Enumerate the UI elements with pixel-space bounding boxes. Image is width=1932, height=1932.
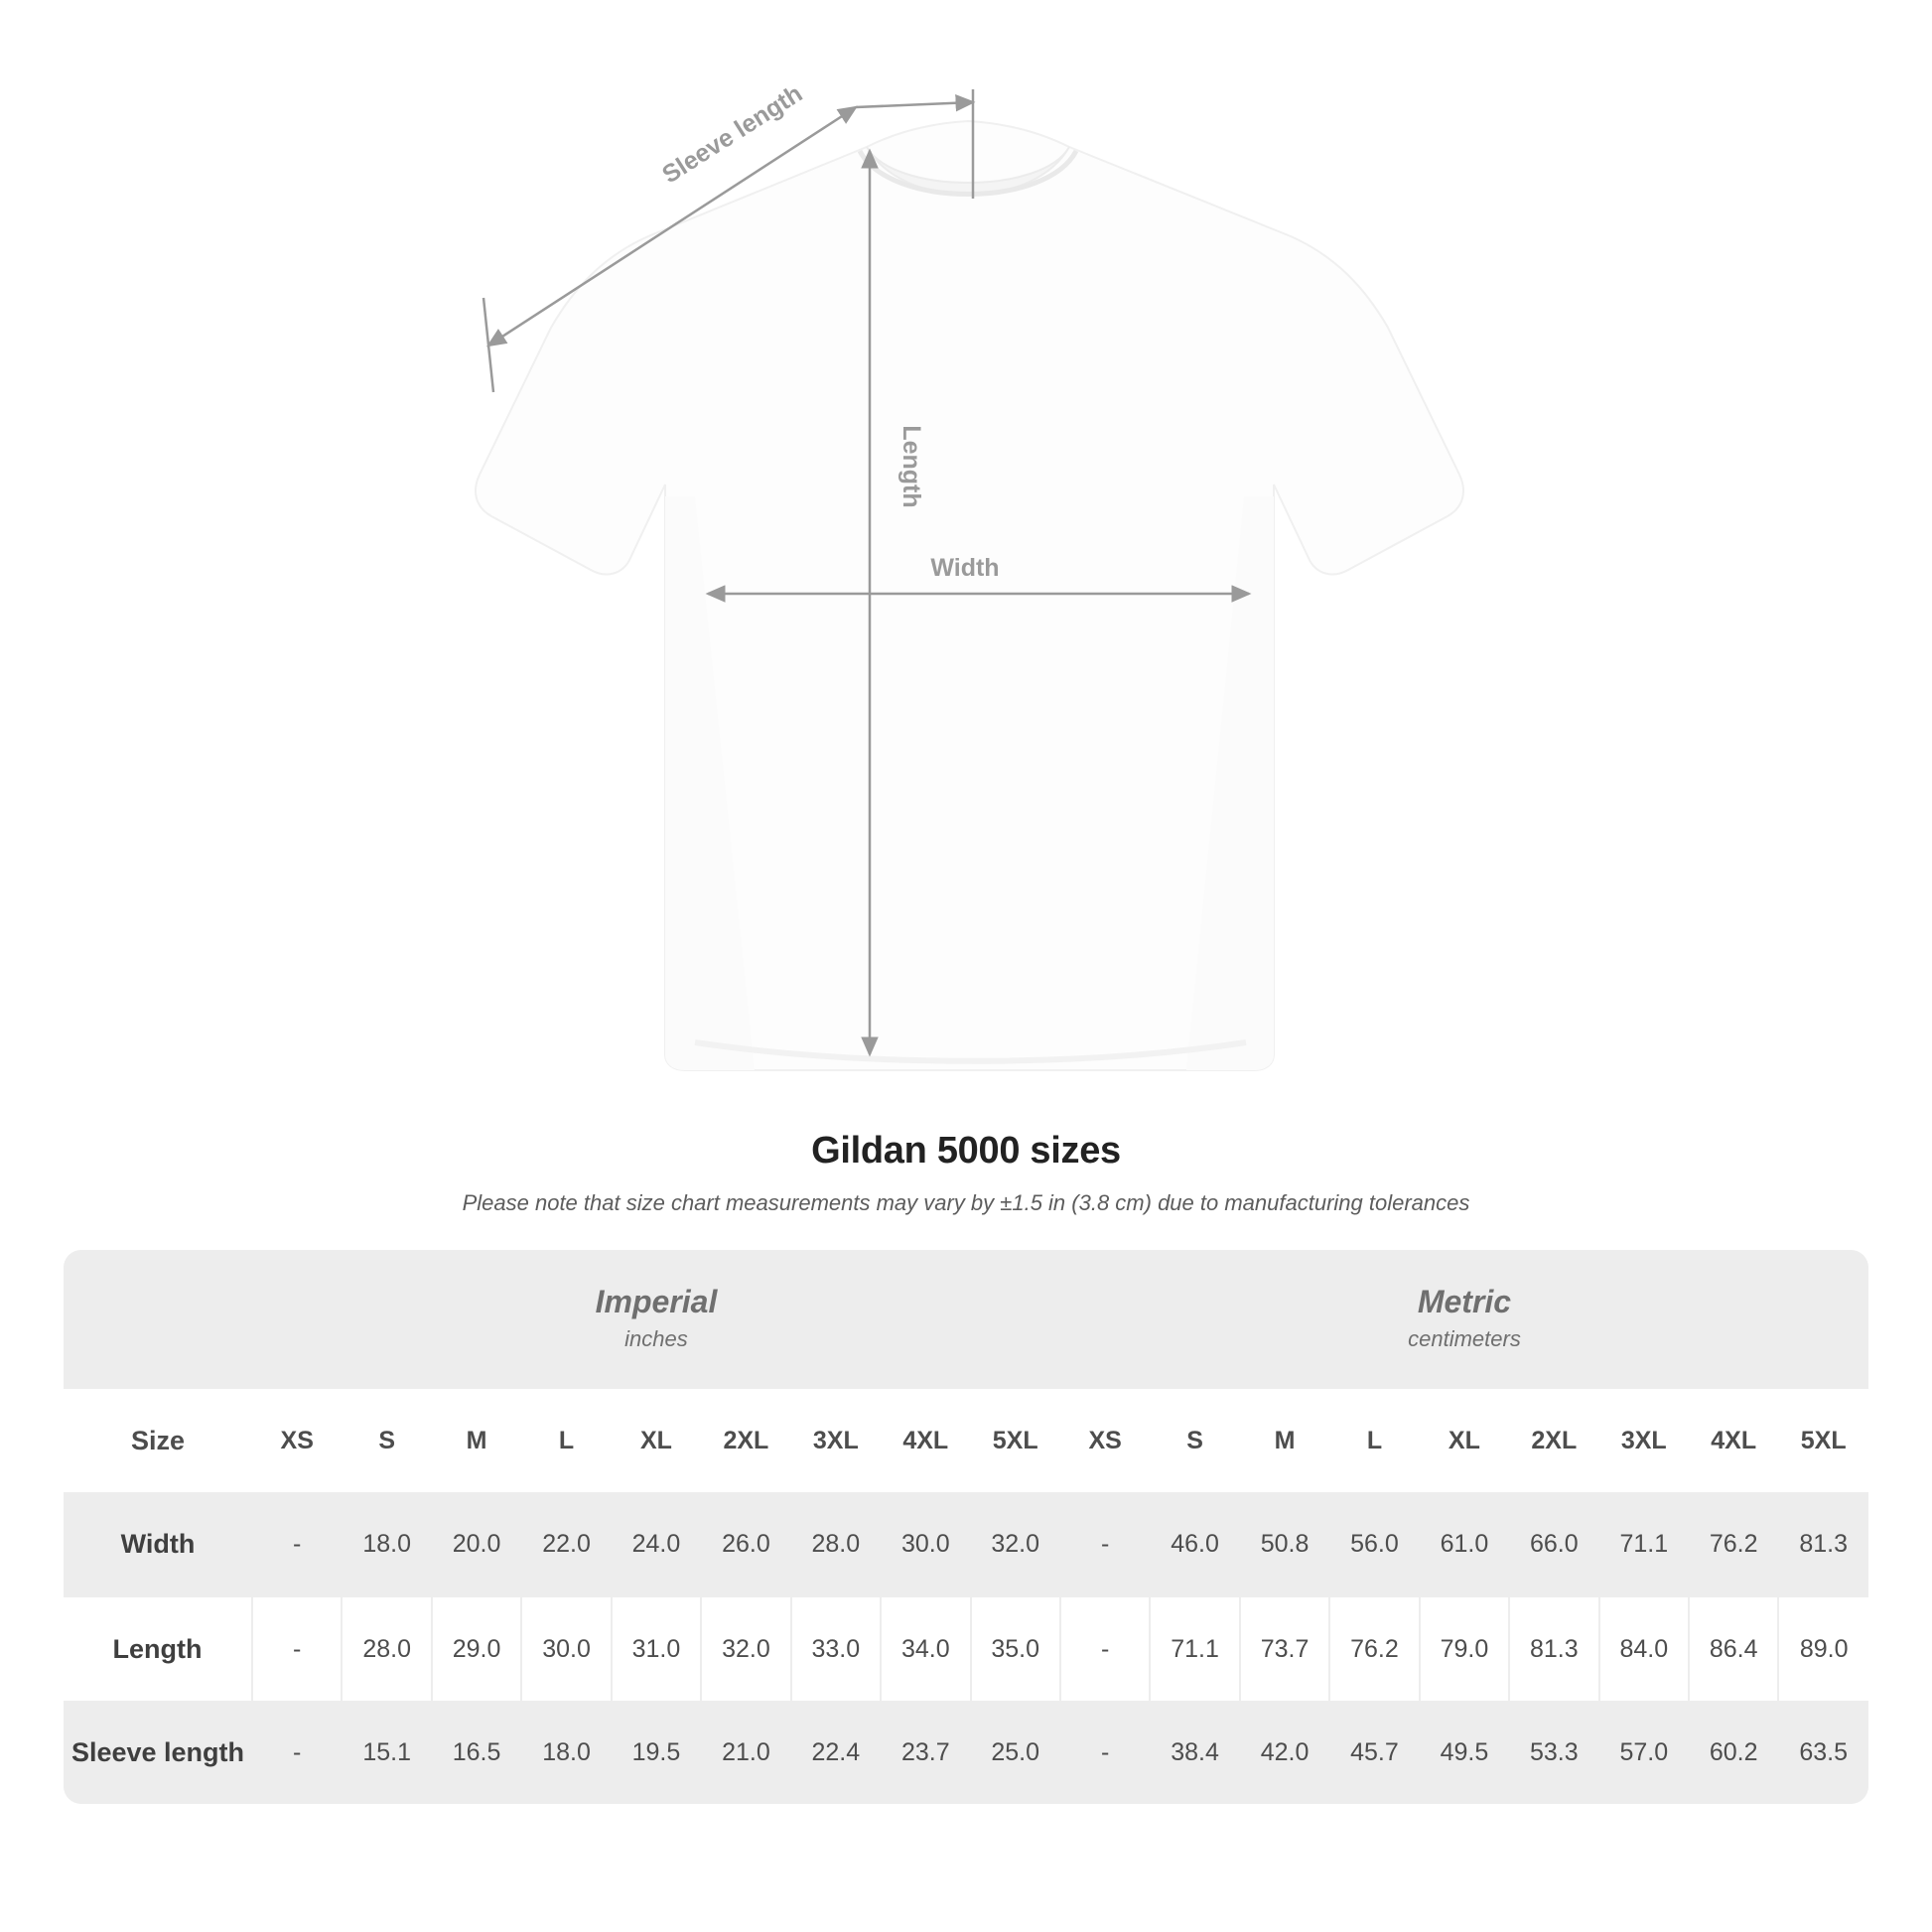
sleeve-length-label: Sleeve length [657,79,808,190]
cell-width-metric-3xl: 71.1 [1599,1492,1689,1596]
size-table [64,1250,1868,1804]
unit-group-imperial [252,1250,1060,1389]
table-row [64,1701,1868,1804]
size-header-metric-2xl: 2XL [1509,1389,1598,1492]
cell-width-imperial-2xl: 26.0 [701,1492,790,1596]
unit-group-imperial-sub: inches [624,1326,688,1352]
cell-length-imperial-4xl: 34.0 [881,1596,970,1701]
tolerance-note: Please note that size chart measurements may vary by ±1.5 in (3.8 cm) due to manufacturing tolerances [462,1190,1470,1215]
cell-sleeve-imperial-4xl: 23.7 [881,1701,970,1804]
size-header-imperial-xs: XS [252,1389,342,1492]
cell-length-imperial-3xl: 33.0 [791,1596,881,1701]
cell-length-metric-xs: - [1060,1596,1150,1701]
cell-width-metric-xl: 61.0 [1420,1492,1509,1596]
size-header-imperial-4xl: 4XL [881,1389,970,1492]
cell-length-metric-5xl: 89.0 [1778,1596,1868,1701]
cell-length-imperial-s: 28.0 [342,1596,431,1701]
cell-sleeve-metric-5xl: 63.5 [1778,1701,1868,1804]
cell-sleeve-imperial-3xl: 22.4 [791,1701,881,1804]
cell-sleeve-metric-2xl: 53.3 [1509,1701,1598,1804]
cell-width-metric-s: 46.0 [1150,1492,1239,1596]
cell-length-metric-4xl: 86.4 [1689,1596,1778,1701]
cell-width-imperial-m: 20.0 [432,1492,521,1596]
size-header-imperial-5xl: 5XL [971,1389,1060,1492]
row-label-width: Width [64,1492,252,1596]
size-header-row [64,1389,1868,1492]
cell-length-imperial-xs: - [252,1596,342,1701]
cell-sleeve-metric-xs: - [1060,1701,1150,1804]
cell-sleeve-metric-xl: 49.5 [1420,1701,1509,1804]
unit-group-imperial-name: Imperial [595,1284,718,1320]
size-header-metric-4xl: 4XL [1689,1389,1778,1492]
size-header-imperial-l: L [521,1389,611,1492]
cell-sleeve-imperial-s: 15.1 [342,1701,431,1804]
cell-width-metric-m: 50.8 [1240,1492,1329,1596]
cell-width-metric-l: 56.0 [1329,1492,1419,1596]
cell-length-metric-3xl: 84.0 [1599,1596,1689,1701]
size-header-imperial-m: M [432,1389,521,1492]
cell-sleeve-imperial-xl: 19.5 [612,1701,701,1804]
size-table-wrapper [64,1250,1868,1804]
row-label-length: Length [64,1596,252,1701]
tshirt-shape [476,121,1463,1070]
cell-width-imperial-l: 22.0 [521,1492,611,1596]
size-header-imperial-xl: XL [612,1389,701,1492]
cell-sleeve-imperial-m: 16.5 [432,1701,521,1804]
unit-group-metric-name: Metric [1417,1284,1512,1320]
cell-width-imperial-3xl: 28.0 [791,1492,881,1596]
cell-width-imperial-xl: 24.0 [612,1492,701,1596]
size-header-metric-3xl: 3XL [1599,1389,1689,1492]
cell-length-imperial-l: 30.0 [521,1596,611,1701]
cell-length-imperial-5xl: 35.0 [971,1596,1060,1701]
size-header-label: Size [64,1389,252,1492]
cell-width-imperial-xs: - [252,1492,342,1596]
size-header-metric-l: L [1329,1389,1419,1492]
unit-corner-cell [64,1250,252,1389]
title-block [0,1130,1932,1216]
cell-length-metric-l: 76.2 [1329,1596,1419,1701]
cell-length-imperial-2xl: 32.0 [701,1596,790,1701]
cell-sleeve-metric-s: 38.4 [1150,1701,1239,1804]
cell-sleeve-metric-4xl: 60.2 [1689,1701,1778,1804]
size-header-imperial-2xl: 2XL [701,1389,790,1492]
cell-sleeve-metric-3xl: 57.0 [1599,1701,1689,1804]
table-row [64,1492,1868,1596]
cell-sleeve-imperial-2xl: 21.0 [701,1701,790,1804]
cell-length-metric-2xl: 81.3 [1509,1596,1598,1701]
cell-width-metric-4xl: 76.2 [1689,1492,1778,1596]
size-header-metric-m: M [1240,1389,1329,1492]
cell-width-imperial-5xl: 32.0 [971,1492,1060,1596]
cell-width-imperial-4xl: 30.0 [881,1492,970,1596]
cell-width-metric-5xl: 81.3 [1778,1492,1868,1596]
length-label: Length [897,425,925,508]
size-header-metric-xl: XL [1420,1389,1509,1492]
cell-length-metric-xl: 79.0 [1420,1596,1509,1701]
cell-length-metric-m: 73.7 [1240,1596,1329,1701]
cell-sleeve-metric-l: 45.7 [1329,1701,1419,1804]
cell-sleeve-imperial-l: 18.0 [521,1701,611,1804]
cell-length-imperial-xl: 31.0 [612,1596,701,1701]
cell-width-metric-xs: - [1060,1492,1150,1596]
size-header-metric-s: S [1150,1389,1239,1492]
table-row [64,1596,1868,1701]
cell-width-metric-2xl: 66.0 [1509,1492,1598,1596]
cell-width-imperial-s: 18.0 [342,1492,431,1596]
size-header-metric-5xl: 5XL [1778,1389,1868,1492]
unit-header-row [64,1250,1868,1389]
cell-sleeve-imperial-xs: - [252,1701,342,1804]
size-header-metric-xs: XS [1060,1389,1150,1492]
cell-length-imperial-m: 29.0 [432,1596,521,1701]
cell-length-metric-s: 71.1 [1150,1596,1239,1701]
unit-group-metric-sub: centimeters [1408,1326,1521,1352]
width-label: Width [930,554,1000,582]
cell-sleeve-metric-m: 42.0 [1240,1701,1329,1804]
row-label-sleeve-length: Sleeve length [64,1701,252,1804]
page-title: Gildan 5000 sizes [811,1130,1121,1172]
size-header-imperial-s: S [342,1389,431,1492]
cell-sleeve-imperial-5xl: 25.0 [971,1701,1060,1804]
unit-group-metric [1060,1250,1868,1389]
size-header-imperial-3xl: 3XL [791,1389,881,1492]
